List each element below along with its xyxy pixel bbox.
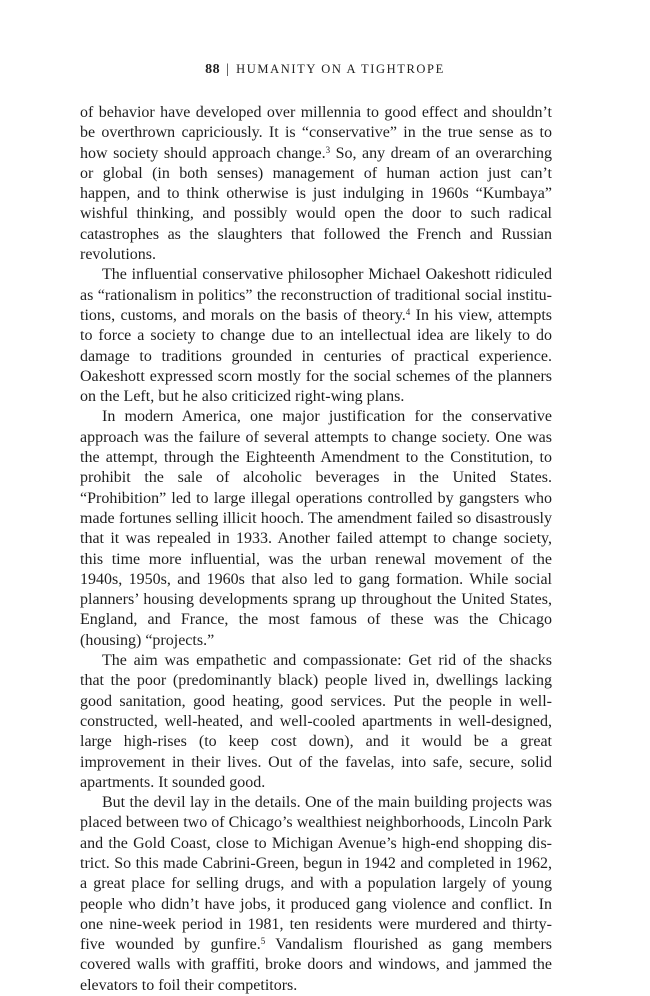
footnote-ref-3: 3 <box>325 144 331 155</box>
paragraph-text: of behavior have developed over millennia to good effect and shouldn’t be overthrown capriciously. It is “conservative” in the true sense as to how society should approach change. <box>80 104 552 162</box>
paragraph-1 <box>80 103 552 265</box>
paragraph-3: In modern America, one major justification for the conservative approach was the failure of several attempts to change society. One was the attempt, through the Eighteenth Amendment to the Constitution, to prohibit the sale of alcoholic beverages in the United States. “Prohibition” led to large illegal operations controlled by gangsters who made fortunes selling illicit hooch. The amendment failed so disastrously that it was repealed in 1933. Another failed attempt to change society, this time more influential, was the urban renewal movement of the 1940s, 1950s, and 1960s that also led to gang formation. While social planners’ housing developments sprang up throughout the United States, England, and France, the most famous of these was the Chicago (housing) “projects.” <box>80 408 552 649</box>
paragraph-text: But the devil lay in the details. One of the main building projects was placed between two of Chicago’s wealthiest neighborhoods, Lincoln Park and the Gold Coast, close to Michigan Avenue’s high-end shopping district. So this made Cabrini-Green, begun in 1942 and completed in 1962, a great place for selling drugs, and with a population largely of young people who didn’t have jobs, it produced gang violence and conflict. In one nine-week period in 1981, ten residents were murdered and thirty-five wounded by gunfire. <box>80 794 552 954</box>
paragraph-5 <box>80 793 552 996</box>
paragraph-4: The aim was empathetic and compassionate: Get rid of the shacks that the poor (predominantly black) people lived in, dwellings lacking good sanitation, good heating, good services. Put the people in well-constructed, well-heated, and well-cooled apartments in well-designed, large high-rises (to keep cost down), and it would be a great improvement in their lives. Out of the favelas, into safe, secure, solid apartments. It sounded good. <box>80 652 552 791</box>
footnote-ref-5: 5 <box>260 936 266 947</box>
paragraph-text: So, any dream of an overarching or global (in both senses) management of human action just can’t happen, and to think otherwise is just indulging in 1960s “Kumbaya” wishful thinking, and possibly would open the door to such radical catastrophes as the slaughters that followed the French and Russian revolutions. <box>80 144 553 264</box>
footnote-ref-4: 4 <box>405 306 411 317</box>
header-separator: | <box>226 62 231 77</box>
body-text <box>80 103 552 996</box>
paragraph-text: In his view, attempts to force a society to change due to an intellectual idea are likely to do damage to traditions grounded in centuries of practical experience. Oakeshott expressed scorn mostly for the social schemes of the planners on the Left, but he also criticized right-wing plans. <box>80 306 553 406</box>
page-number: 88 <box>205 62 221 77</box>
paragraph-text: The influential conservative philosopher Michael Oakeshott ridiculed as “rationalism in politics” the reconstruction of traditional social institutions, customs, and morals on the basis of theory. <box>80 266 552 324</box>
running-head <box>0 62 650 78</box>
paragraph-text: Vandalism flourished as gang members covered walls with graffiti, broke doors and windows, and jammed the elevators to foil their competitors. <box>80 936 553 994</box>
book-title: HUMANITY ON A TIGHTROPE <box>236 62 445 76</box>
paragraph-2 <box>80 265 552 407</box>
